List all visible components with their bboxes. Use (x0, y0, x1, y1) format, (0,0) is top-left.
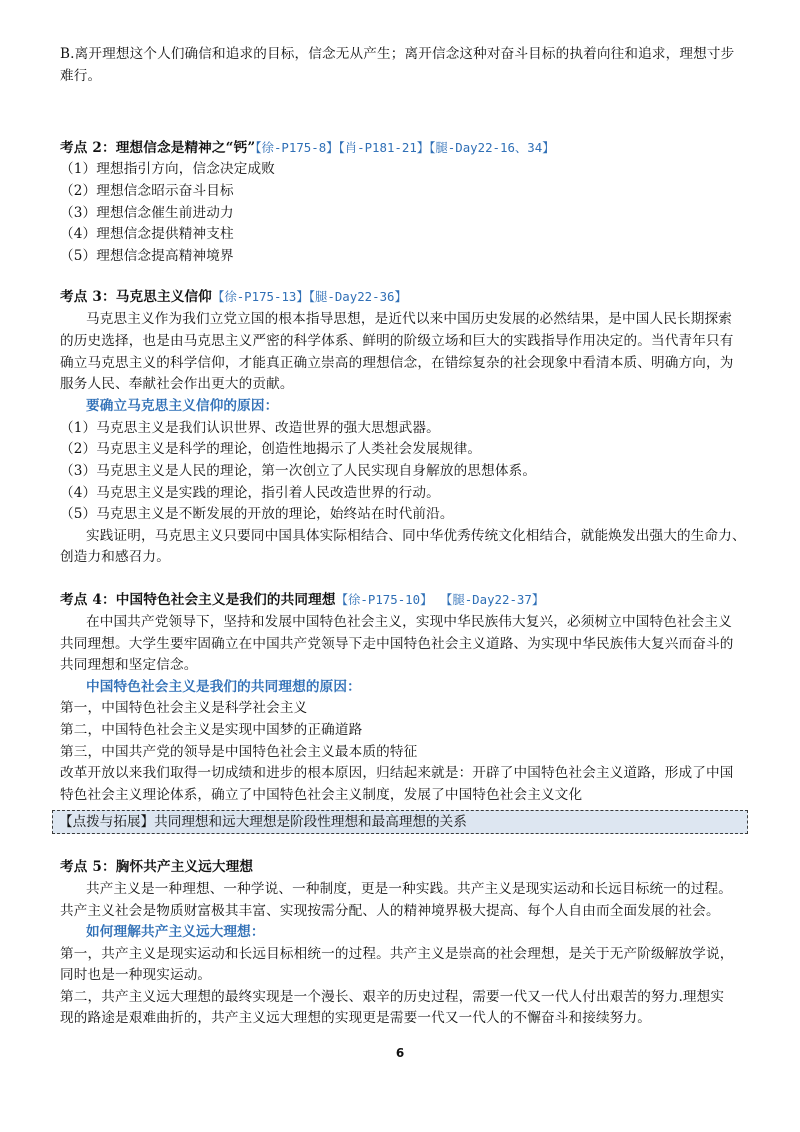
kp2-item: （4）理想信念提供精神支柱 (60, 226, 234, 242)
callout-text: 【点拨与拓展】共同理想和远大理想是阶段性理想和最高理想的关系 (59, 814, 467, 830)
kp4-tail-line: 改革开放以来我们取得一切成绩和进步的根本原因，归结起来就是：开辟了中国特色社会主义道路，形成了中国 (60, 765, 734, 781)
intro-line-2: 难行。 (60, 68, 102, 84)
kp2-item: （3）理想信念催生前进动力 (60, 205, 234, 221)
kp3-conclusion-line: 创造力和感召力。 (60, 549, 170, 565)
kp3-para-line: 服务人民、奉献社会作出更大的贡献。 (60, 376, 294, 392)
kp5-point-line: 同时也是一种现实运动。 (60, 967, 212, 983)
kp4-tail-line: 特色社会主义理论体系，确立了中国特色社会主义制度，发展了中国特色社会主义文化 (60, 787, 583, 803)
kp3-conclusion-line: 实践证明，马克思主义只要同中国具体实际相结合、同中华优秀传统文化相结合，就能焕发出强大的生命力、 (86, 528, 746, 544)
intro-line-1: B.离开理想这个人们确信和追求的目标，信念无从产生；离开信念这种对奋斗目标的执着向往和追求，理想寸步 (60, 46, 735, 62)
kp5-point-line: 现的路途是艰难曲折的，共产主义远大理想的实现更是需要一代又一代人的不懈奋斗和接续努力。 (60, 1010, 651, 1026)
kp4-para-line: 共同理想和坚定信念。 (60, 657, 198, 673)
kp4-reason: 第三，中国共产党的领导是中国特色社会主义最本质的特征 (60, 744, 418, 760)
kp3-reason: （4）马克思主义是实践的理论，指引着人民改造世界的行动。 (60, 485, 440, 501)
kp5-point-line: 第二，共产主义远大理想的最终实现是一个漫长、艰辛的历史过程，需要一代又一代人付出艰苦的努力.理想实 (60, 989, 725, 1005)
kp4-para-line: 在中国共产党领导下，坚持和发展中国特色社会主义，实现中华民族伟大复兴，必须树立中国特色社会主义 (86, 614, 732, 630)
kp3-heading (60, 287, 750, 307)
kp3-reason: （2）马克思主义是科学的理论，创造性地揭示了人类社会发展规律。 (60, 441, 482, 457)
kp4-refs: 【徐-P175-10】 【腿-Day22-37】 (335, 592, 545, 607)
kp3-reason: （5）马克思主义是不断发展的开放的理论，始终站在时代前沿。 (60, 506, 454, 522)
kp3-para-line: 确立马克思主义的科学信仰，才能真正确立崇高的理想信念，在错综复杂的社会现象中看清本质、明确方向，为 (60, 355, 734, 371)
kp2-heading (60, 138, 750, 158)
kp2-item: （2）理想信念昭示奋斗目标 (60, 183, 234, 199)
kp2-item: （1）理想指引方向，信念决定成败 (60, 161, 275, 177)
kp3-para-line: 的历史选择，也是由马克思主义严密的科学体系、鲜明的阶级立场和巨大的实践指导作用决定的。当代青年只有 (60, 333, 734, 349)
kp3-reason: （1）马克思主义是我们认识世界、改造世界的强大思想武器。 (60, 420, 440, 436)
kp4-reason: 第二，中国特色社会主义是实现中国梦的正确道路 (60, 722, 363, 738)
kp4-reason: 第一，中国特色社会主义是科学社会主义 (60, 700, 308, 716)
kp3-refs: 【徐-P175-13】【腿-Day22-36】 (211, 289, 407, 304)
callout-box (52, 810, 748, 834)
kp5-para-line: 共产主义社会是物质财富极其丰富、实现按需分配、人的精神境界极大提高、每个人自由而全面发展的社会。 (60, 903, 720, 919)
kp4-para-line: 共同理想。大学生要牢固确立在中国共产党领导下走中国特色社会主义道路、为实现中华民族伟大复兴而奋斗的 (60, 636, 734, 652)
kp4-heading (60, 590, 750, 610)
kp2-item: （5）理想信念提高精神境界 (60, 248, 234, 264)
kp5-para-line: 共产主义是一种理想、一种学说、一种制度，更是一种实践。共产主义是现实运动和长远目标统一的过程。 (86, 881, 732, 897)
kp5-title: 考点 5：胸怀共产主义远大理想 (60, 859, 254, 875)
kp3-subheading: 要确立马克思主义信仰的原因： (86, 398, 279, 414)
kp3-reason: （3）马克思主义是人民的理论，第一次创立了人民实现自身解放的思想体系。 (60, 463, 537, 479)
kp4-subheading: 中国特色社会主义是我们的共同理想的原因： (86, 679, 361, 695)
kp3-title: 考点 3：马克思主义信仰 (60, 289, 212, 305)
kp3-para-line: 马克思主义作为我们立党立国的根本指导思想，是近代以来中国历史发展的必然结果，是中国人民长期探索 (86, 311, 732, 327)
page-number: 6 (395, 1046, 405, 1060)
kp5-subheading: 如何理解共产主义远大理想： (86, 924, 265, 940)
kp5-point-line: 第一，共产主义是现实运动和长远目标相统一的过程。共产主义是崇高的社会理想，是关于无产阶级解放学说， (60, 946, 734, 962)
kp4-title: 考点 4：中国特色社会主义是我们的共同理想 (60, 592, 336, 608)
kp2-title: 考点 2：理想信念是精神之“钙” (60, 140, 256, 156)
kp2-refs: 【徐-P175-8】【肖-P181-21】【腿-Day22-16、34】 (255, 140, 555, 155)
